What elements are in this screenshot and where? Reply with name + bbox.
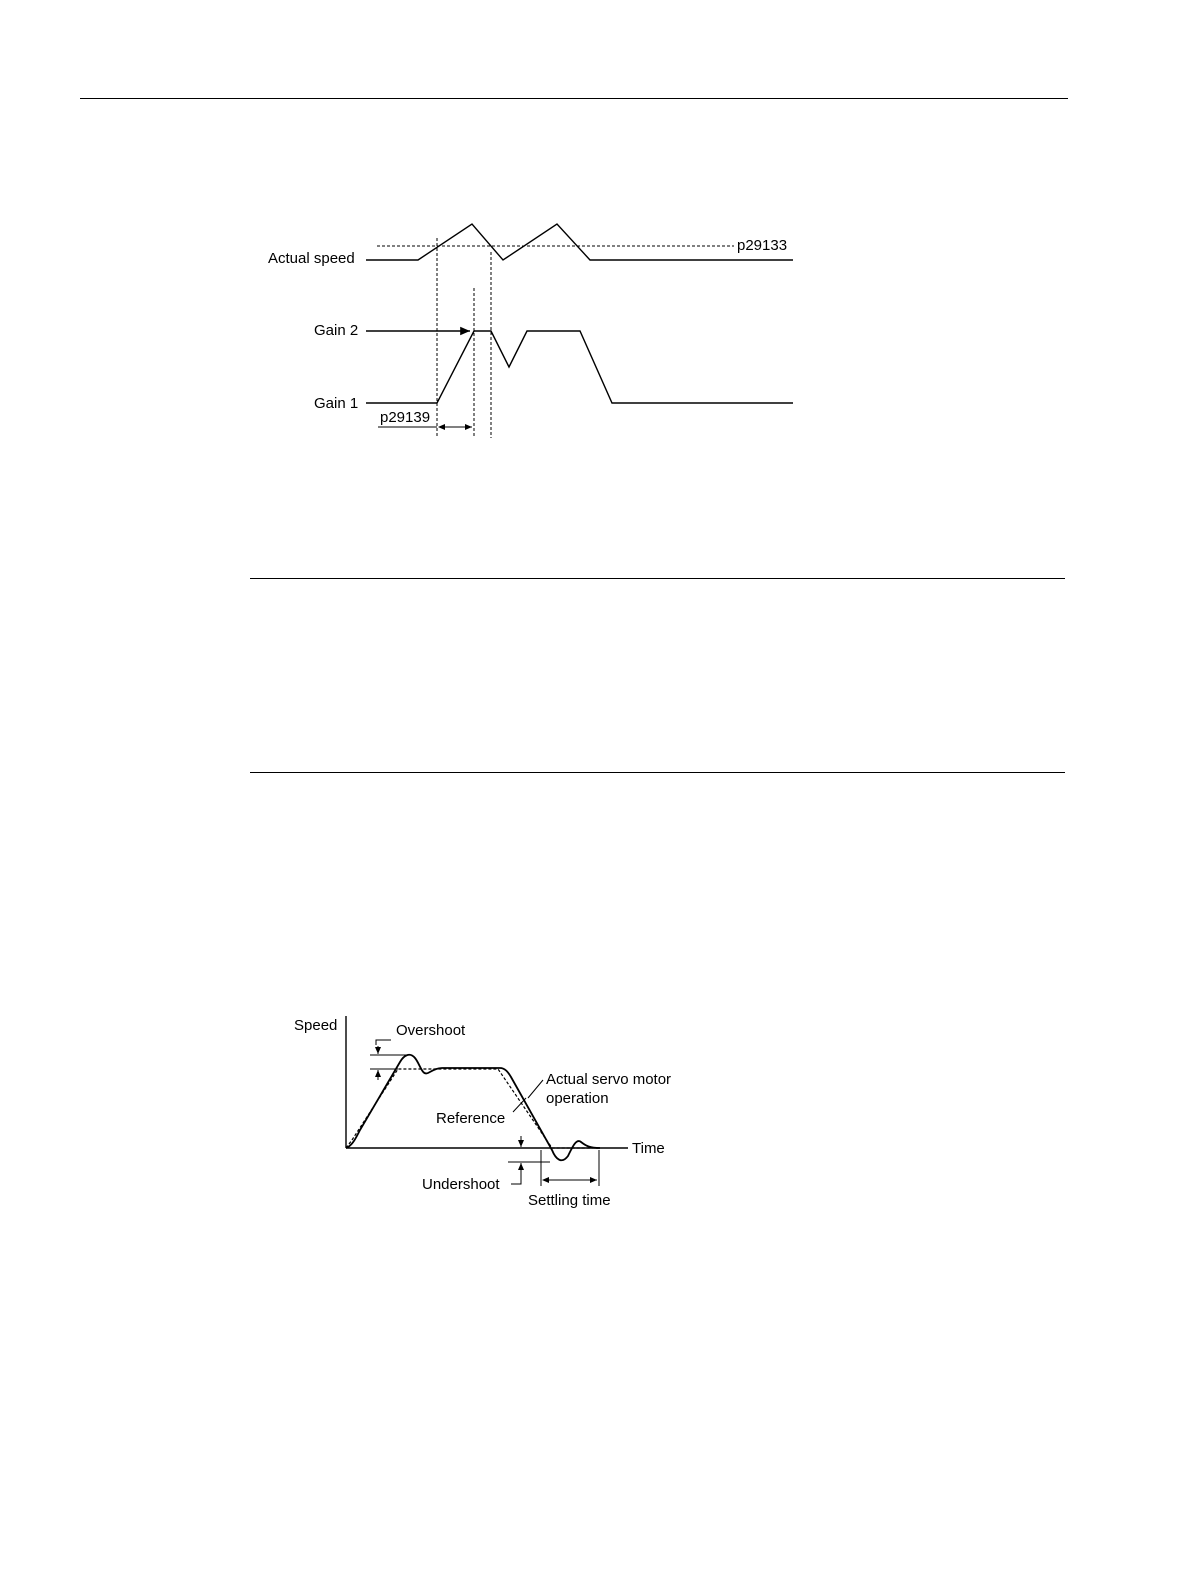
gain1-label: Gain 1 bbox=[314, 395, 359, 412]
overshoot-leader bbox=[376, 1040, 391, 1045]
threshold-label: p29133 bbox=[737, 237, 788, 254]
actual-operation-leader bbox=[528, 1080, 543, 1098]
time-axis-label: Time bbox=[632, 1140, 665, 1157]
actual-operation-label-line2: operation bbox=[546, 1090, 609, 1107]
undershoot-leader bbox=[511, 1172, 521, 1184]
delay-label: p29139 bbox=[380, 409, 431, 426]
speed-axis-label: Speed bbox=[294, 1017, 338, 1034]
gain2-label: Gain 2 bbox=[314, 322, 359, 339]
overshoot-label: Overshoot bbox=[396, 1022, 466, 1039]
settling-time-label: Settling time bbox=[528, 1192, 611, 1209]
actual-operation-label-line1: Actual servo motor bbox=[546, 1071, 672, 1088]
reference-label: Reference bbox=[436, 1110, 506, 1127]
actual-speed-label: Actual speed bbox=[268, 250, 355, 267]
undershoot-label: Undershoot bbox=[422, 1176, 500, 1193]
